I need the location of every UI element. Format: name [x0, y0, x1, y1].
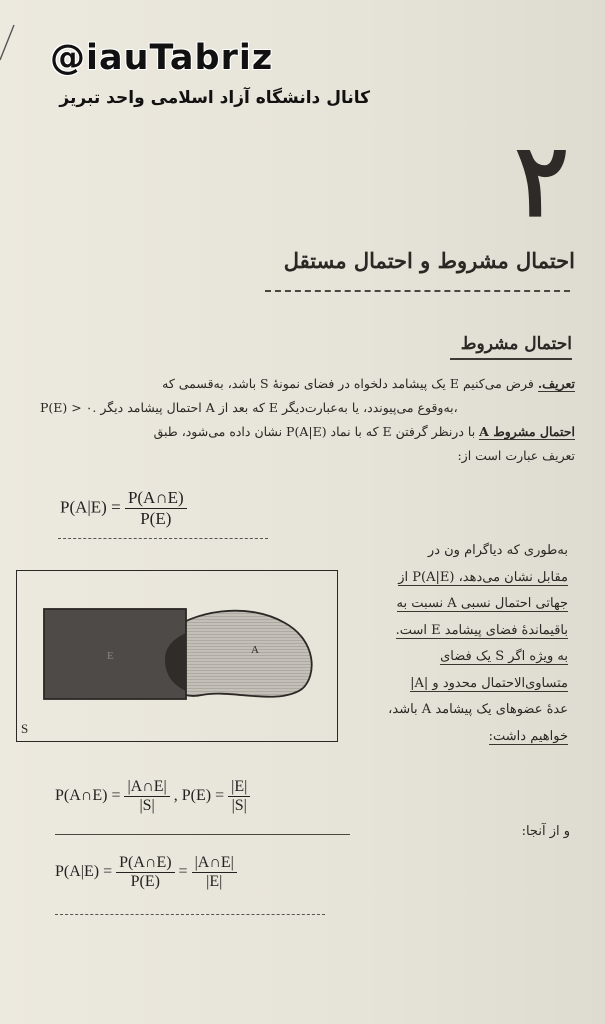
formula-1-underline [58, 538, 268, 539]
conditional-probability-formula [60, 488, 187, 529]
formula-1-lhs: P(A|E) = [60, 497, 121, 517]
equiprobable-formulas [55, 778, 250, 815]
formula-2a-numerator: |A∩E| [124, 778, 169, 797]
venn-label-s: S [21, 721, 29, 736]
side-line-1: به‌طوری که دیاگرام ون در [427, 543, 568, 558]
venn-label-e: E [107, 650, 114, 662]
definition-line-1: فرض می‌کنیم E یک پیشامد دلخواه در فضای نمونهٔ S باشد، به‌قسمی که [162, 376, 538, 391]
formula-2a-denominator: |S| [139, 797, 155, 814]
formula-3-lhs: P(A|E) = [55, 863, 113, 881]
formula-3-fraction-1 [116, 854, 174, 891]
channel-handle: @iauTabriz [50, 38, 274, 78]
side-line-7: عدهٔ عضوهای یک پیشامد A باشد، [388, 702, 568, 717]
formula-1-denominator: P(E) [140, 509, 172, 528]
chapter-title: احتمال مشروط و احتمال مستقل [283, 248, 575, 273]
formula-2-separator: , [173, 787, 178, 805]
formula-3-equals: = [178, 863, 188, 881]
formula-2a-lhs: P(A∩E) = [55, 787, 121, 805]
formula-2-underline [55, 834, 350, 835]
formula-2b-lhs: P(E) = [181, 787, 225, 805]
formula-3-fraction-2 [192, 854, 237, 891]
venn-label-a: A [251, 644, 259, 656]
side-line-5: به ویژه اگر S یک فضای [440, 649, 568, 664]
formula-2b-fraction [228, 778, 250, 815]
side-line-4: باقیماندهٔ فضای پیشامد E است. [395, 622, 568, 638]
definition-term: احتمال مشروط A [479, 424, 575, 439]
derived-formula [55, 854, 237, 891]
formula-3-numerator-1: P(A∩E) [116, 854, 174, 873]
and-from-there-text: و از آنجا: [521, 824, 570, 839]
venn-diagram [16, 570, 338, 742]
side-line-3: جهاتی احتمال نسبی A نسبت به [396, 596, 568, 611]
formula-2b-denominator: |S| [231, 797, 247, 814]
formula-3-denominator-2: |E| [206, 873, 223, 890]
definition-line-2: P(E) > ۰. احتمال پیشامد دیگر A که بعد از E به‌وقوع می‌پیوندد، یا به‌عبارت‌دیگر، [40, 400, 458, 415]
title-divider [265, 290, 570, 292]
side-line-6: متساوی‌الاحتمال محدود و |A| [410, 675, 568, 691]
section-underline [450, 358, 572, 360]
formula-3-underline [55, 914, 325, 915]
formula-3-denominator-1: P(E) [130, 873, 160, 890]
formula-2a-fraction [124, 778, 169, 815]
side-line-8: خواهیم داشت: [488, 728, 568, 744]
definition-paragraph [40, 372, 575, 468]
chapter-number: ۲ [515, 121, 569, 239]
formula-1-fraction [125, 488, 187, 529]
definition-line-3: با درنظر گرفتن E که با نماد P(A|E) نشان داده می‌شود، طبق [153, 424, 480, 439]
side-line-2: مقابل نشان می‌دهد، P(A|E) از [398, 569, 568, 585]
formula-3-numerator-2: |A∩E| [192, 854, 237, 873]
channel-description: کانال دانشگاه آزاد اسلامی واحد تبریز [59, 88, 370, 108]
venn-explanation [346, 538, 568, 750]
formula-2b-numerator: |E| [228, 778, 250, 797]
formula-1-numerator: P(A∩E) [125, 488, 187, 509]
definition-line-4: تعریف عبارت است از: [457, 448, 575, 463]
venn-region-e [44, 609, 186, 699]
section-heading: احتمال مشروط [460, 334, 572, 354]
definition-lead: تعریف. [537, 376, 575, 391]
